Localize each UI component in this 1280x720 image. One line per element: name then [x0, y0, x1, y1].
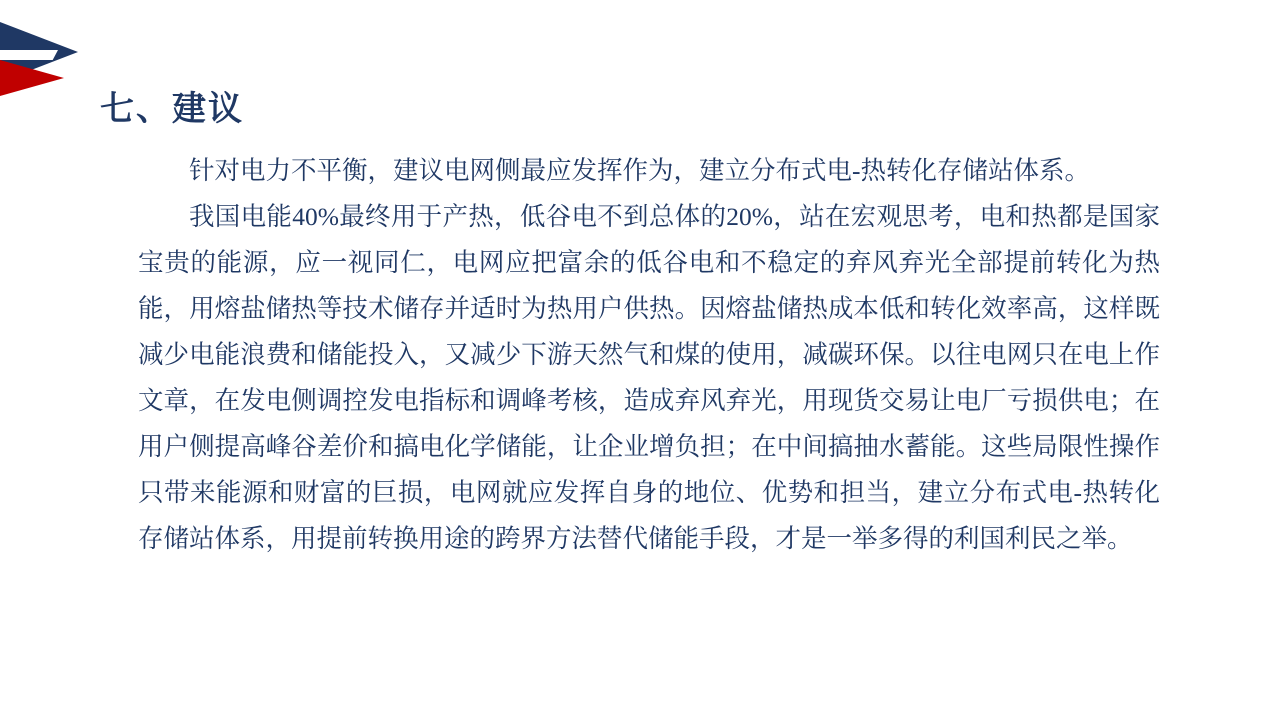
white-notch-shape: [0, 50, 58, 60]
navy-triangle-shape: [0, 22, 78, 82]
red-triangle-shape: [0, 60, 64, 96]
paragraph-2: 我国电能40%最终用于产热，低谷电不到总体的20%，站在宏观思考，电和热都是国家宝贵的能源，应一视同仁，电网应把富余的低谷电和不稳定的弃风弃光全部提前转化为热能，用熔盐储热等技术储存并适时为热用户供热。因熔盐储热成本低和转化效率高，这样既减少电能浪费和储能投入，又减少下游天然气和煤的使用，减碳环保。以往电网只在电上作文章，在发电侧调控发电指标和调峰考核，造成弃风弃光，用现货交易让电厂亏损供电；在用户侧提高峰谷差价和搞电化学储能，让企业增负担；在中间搞抽水蓄能。这些局限性操作只带来能源和财富的巨损，电网就应发挥自身的地位、优势和担当，建立分布式电-热转化存储站体系，用提前转换用途的跨界方法替代储能手段，才是一举多得的利国利民之举。: [138, 202, 1160, 553]
paragraph-1: 针对电力不平衡，建议电网侧最应发挥作为，建立分布式电-热转化存储站体系。: [189, 156, 1090, 185]
decorative-corner-shapes: [0, 22, 86, 98]
page-title: 七、建议: [100, 90, 244, 128]
body-text-block: [138, 148, 1160, 562]
